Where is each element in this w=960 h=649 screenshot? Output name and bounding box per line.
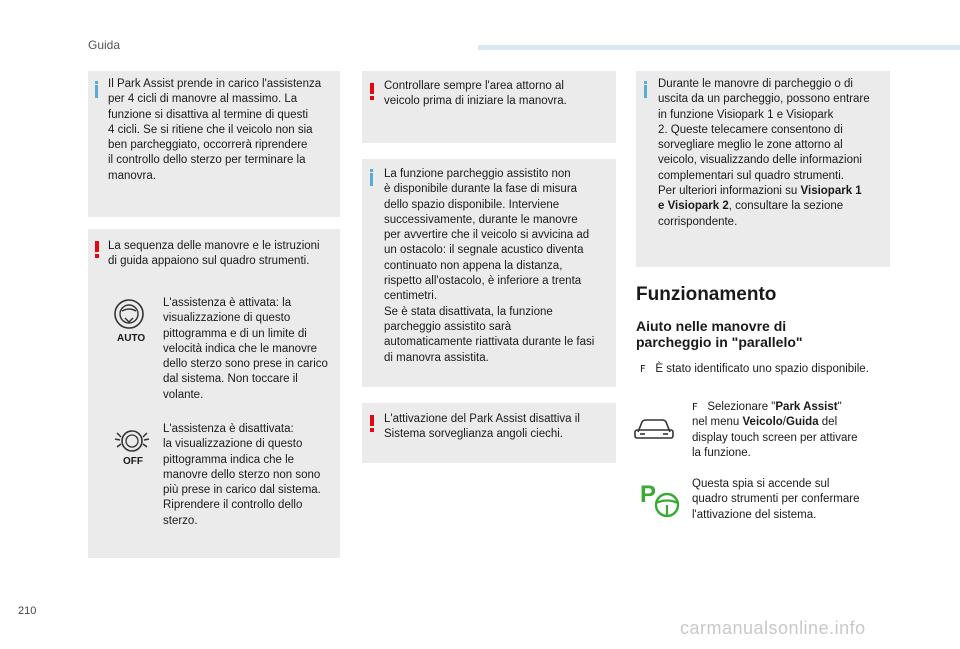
svg-text:P: P <box>640 481 657 508</box>
warning-text: L'attivazione del Park Assist disattiva il Sistema sorveglianza angoli ciechi. <box>384 413 580 441</box>
auto-label: AUTO <box>117 333 146 344</box>
auto-description: L'assistenza è attivata: la visualizzazione di questo pittogramma e di un limite di velocità indica che le manovre dello sterzo sono prese in carico dal sistema. Non toccare il volante. <box>163 297 328 401</box>
step-text: F Selezionare "Park Assist" nel menu Veicolo/Guida del display touch screen per attivare la funzione. <box>692 401 858 459</box>
warning-text: La sequenza delle manovre e le istruzioni di guida appaiono sul quadro strumenti. <box>108 240 320 268</box>
watermark: carmanualsonline.info <box>680 618 866 638</box>
info-text: La funzione parcheggio assistito non è disponibile durante la fase di misura dello spazio disponibile. Interviene successivamente, durante le manovre per avvertire che il veicolo si avvicina ad un ostacolo: il segnale acustico diventa continuato non appena la distanza, rispetto all'ostacolo, è inferiore a trenta centimetri. Se è stata disattivata, la funzione parcheggio assistito sarà automaticamente riattivata durante le fasi di manovra assistita. <box>384 168 595 364</box>
info-icon <box>370 173 373 186</box>
lamp-description: Questa spia si accende sul quadro strumenti per confermare l'attivazione del sistema. <box>692 478 860 521</box>
section-header: Guida <box>88 38 121 52</box>
info-icon <box>95 85 98 98</box>
car-icon <box>632 414 676 442</box>
off-description: L'assistenza è disattivata: la visualizzazione di questo pittogramma indica che le manovre dello sterzo non sono più prese in carico dal sistema. Riprendere il controllo dello sterzo. <box>163 423 321 527</box>
step-text: F È stato identificato uno spazio disponibile. <box>640 363 869 375</box>
subsection-heading: Aiuto nelle manovre di parcheggio in "parallelo" <box>636 318 803 350</box>
park-assist-lamp-icon <box>640 480 684 520</box>
off-label: OFF <box>123 456 143 467</box>
info-text: Il Park Assist prende in carico l'assistenza per 4 cicli di manovre al massimo. La funzione si disattiva al termine di questi 4 cicli. Se si ritiene che il veicolo non sia ben parcheggiato, occorrerà riprendere il controllo dello sterzo per terminare la manovra. <box>108 78 322 182</box>
warning-text: Controllare sempre l'area attorno al veicolo prima di iniziare la manovra. <box>384 80 567 108</box>
header-bar <box>478 45 960 50</box>
info-text: Durante le manovre di parcheggio o di uscita da un parcheggio, possono entrare in funzione Visiopark 1 e Visiopark 2. Queste telecamere consentono di sorvegliare meglio le zone attorno al veicolo, visualizzando delle informazioni complementari sul quadro strumenti. Per ulteriori informazioni su Visiopark 1 e Visiopark 2, consultare la sezione corrispondente. <box>658 78 870 228</box>
section-heading: Funzionamento <box>636 284 777 305</box>
info-icon <box>644 85 647 98</box>
page-number: 210 <box>18 605 37 617</box>
